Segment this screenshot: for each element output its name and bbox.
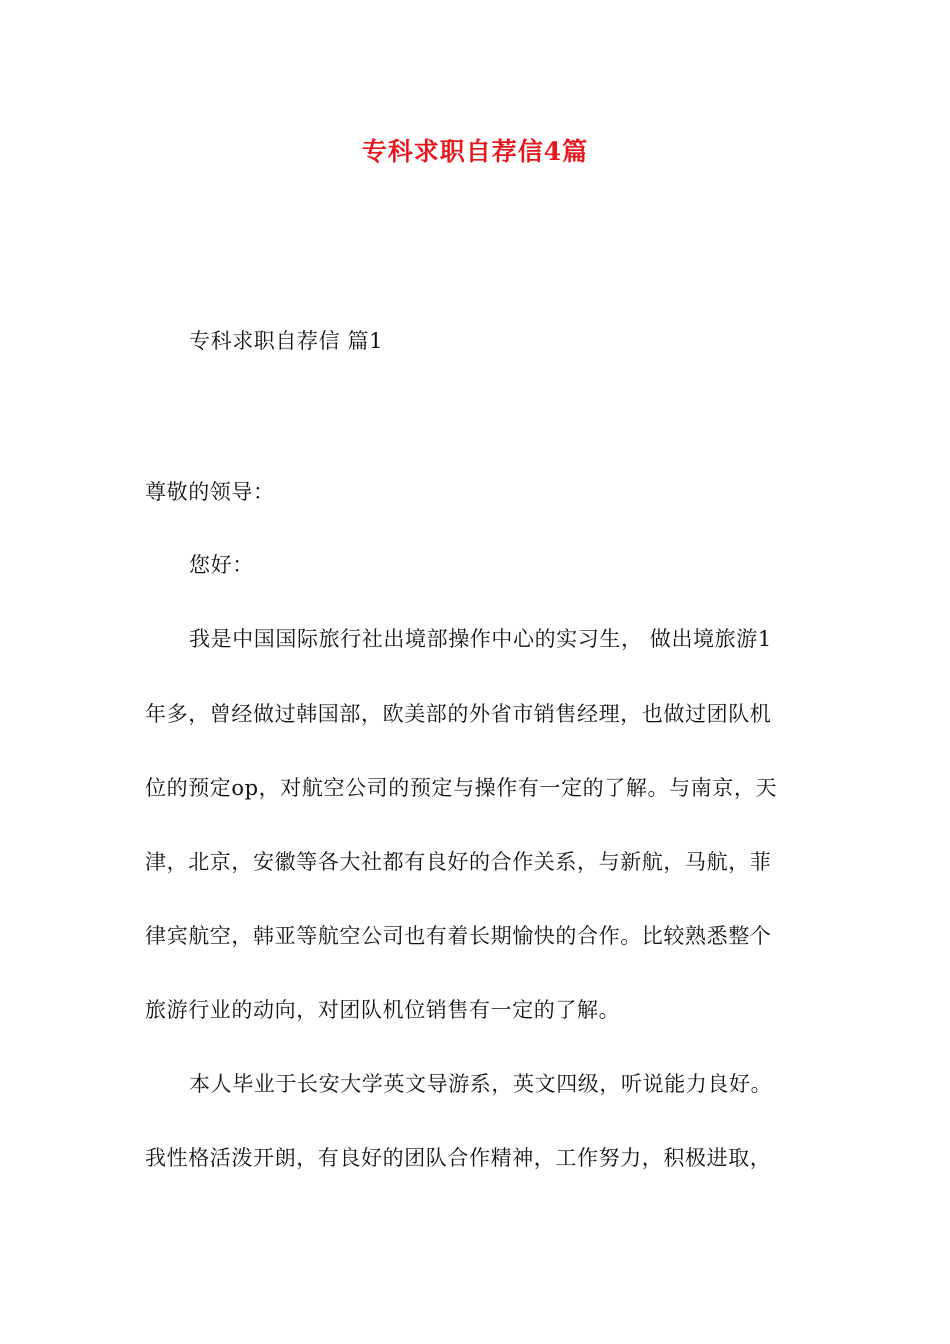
paragraph-line: 旅游行业的动向，对团队机位销售有一定的了解。 — [145, 998, 621, 1022]
section-heading: 专科求职自荐信 篇1 — [189, 329, 384, 353]
paragraph-line: 我性格活泼开朗，有良好的团队合作精神，工作努力，积极进取， — [145, 1146, 772, 1170]
paragraph-line: 本人毕业于长安大学英文导游系，英文四级，听说能力良好。 — [189, 1072, 773, 1096]
paragraph-line: 年多，曾经做过韩国部，欧美部的外省市销售经理，也做过团队机 — [145, 702, 772, 726]
paragraph-line: 律宾航空，韩亚等航空公司也有着长期愉快的合作。比较熟悉整个 — [145, 924, 772, 948]
document-title: 专科求职自荐信4篇 — [361, 137, 589, 166]
paragraph-line: 位的预定op，对航空公司的预定与操作有一定的了解。与南京，天 — [145, 776, 778, 800]
paragraph-line: 我是中国国际旅行社出境部操作中心的实习生， 做出境旅游1 — [189, 627, 772, 651]
salutation: 尊敬的领导： — [145, 480, 275, 504]
greeting: 您好： — [189, 553, 254, 577]
paragraph-line: 津，北京，安徽等各大社都有良好的合作关系，与新航，马航，菲 — [145, 850, 772, 874]
